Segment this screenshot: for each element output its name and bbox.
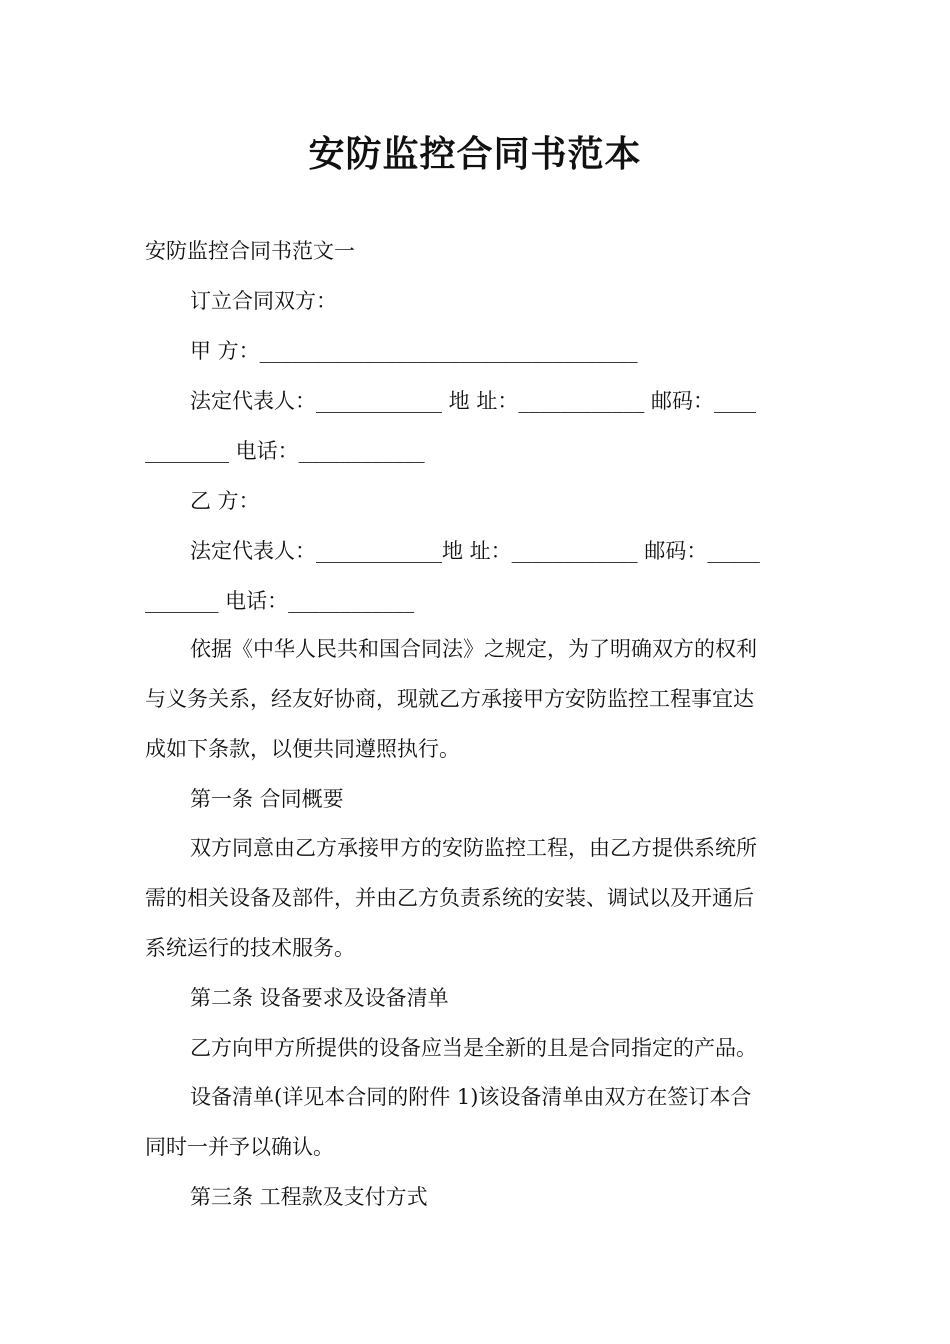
text-line: 设备清单(详见本合同的附件 1)该设备清单由双方在签订本合	[190, 1085, 752, 1109]
text-line: 双方同意由乙方承接甲方的安防监控工程，由乙方提供系统所	[190, 836, 757, 860]
section-heading: 第一条 合同概要	[190, 787, 344, 811]
text-line: 成如下条款，以便共同遵照执行。	[145, 737, 460, 761]
text-line: 需的相关设备及部件，并由乙方负责系统的安装、调试以及开通后	[145, 886, 754, 910]
text-line: 乙 方：	[190, 489, 260, 513]
text-line: 乙方向甲方所提供的设备应当是全新的且是合同指定的产品。	[190, 1036, 757, 1060]
text-line: 同时一并予以确认。	[145, 1135, 334, 1159]
text-line: ________ 电话：____________	[145, 439, 425, 463]
document-title: 安防监控合同书范本	[308, 134, 642, 175]
text-line: 订立合同双方：	[190, 289, 337, 313]
text-line: 法定代表人：____________地 址：____________ 邮码：_____	[190, 539, 760, 563]
text-line: 甲 方：____________________________________	[190, 339, 638, 363]
section-heading: 第三条 工程款及支付方式	[190, 1185, 428, 1209]
text-line: 系统运行的技术服务。	[145, 936, 355, 960]
text-line: 与义务关系，经友好协商，现就乙方承接甲方安防监控工程事宜达	[145, 687, 754, 711]
section-heading: 第二条 设备要求及设备清单	[190, 986, 449, 1010]
subtitle-line: 安防监控合同书范文一	[145, 239, 355, 263]
text-line: _______ 电话：____________	[145, 589, 415, 613]
text-line: 法定代表人：____________ 地 址：____________ 邮码：____	[190, 389, 757, 413]
text-line: 依据《中华人民共和国合同法》之规定，为了明确双方的权利	[190, 637, 757, 661]
